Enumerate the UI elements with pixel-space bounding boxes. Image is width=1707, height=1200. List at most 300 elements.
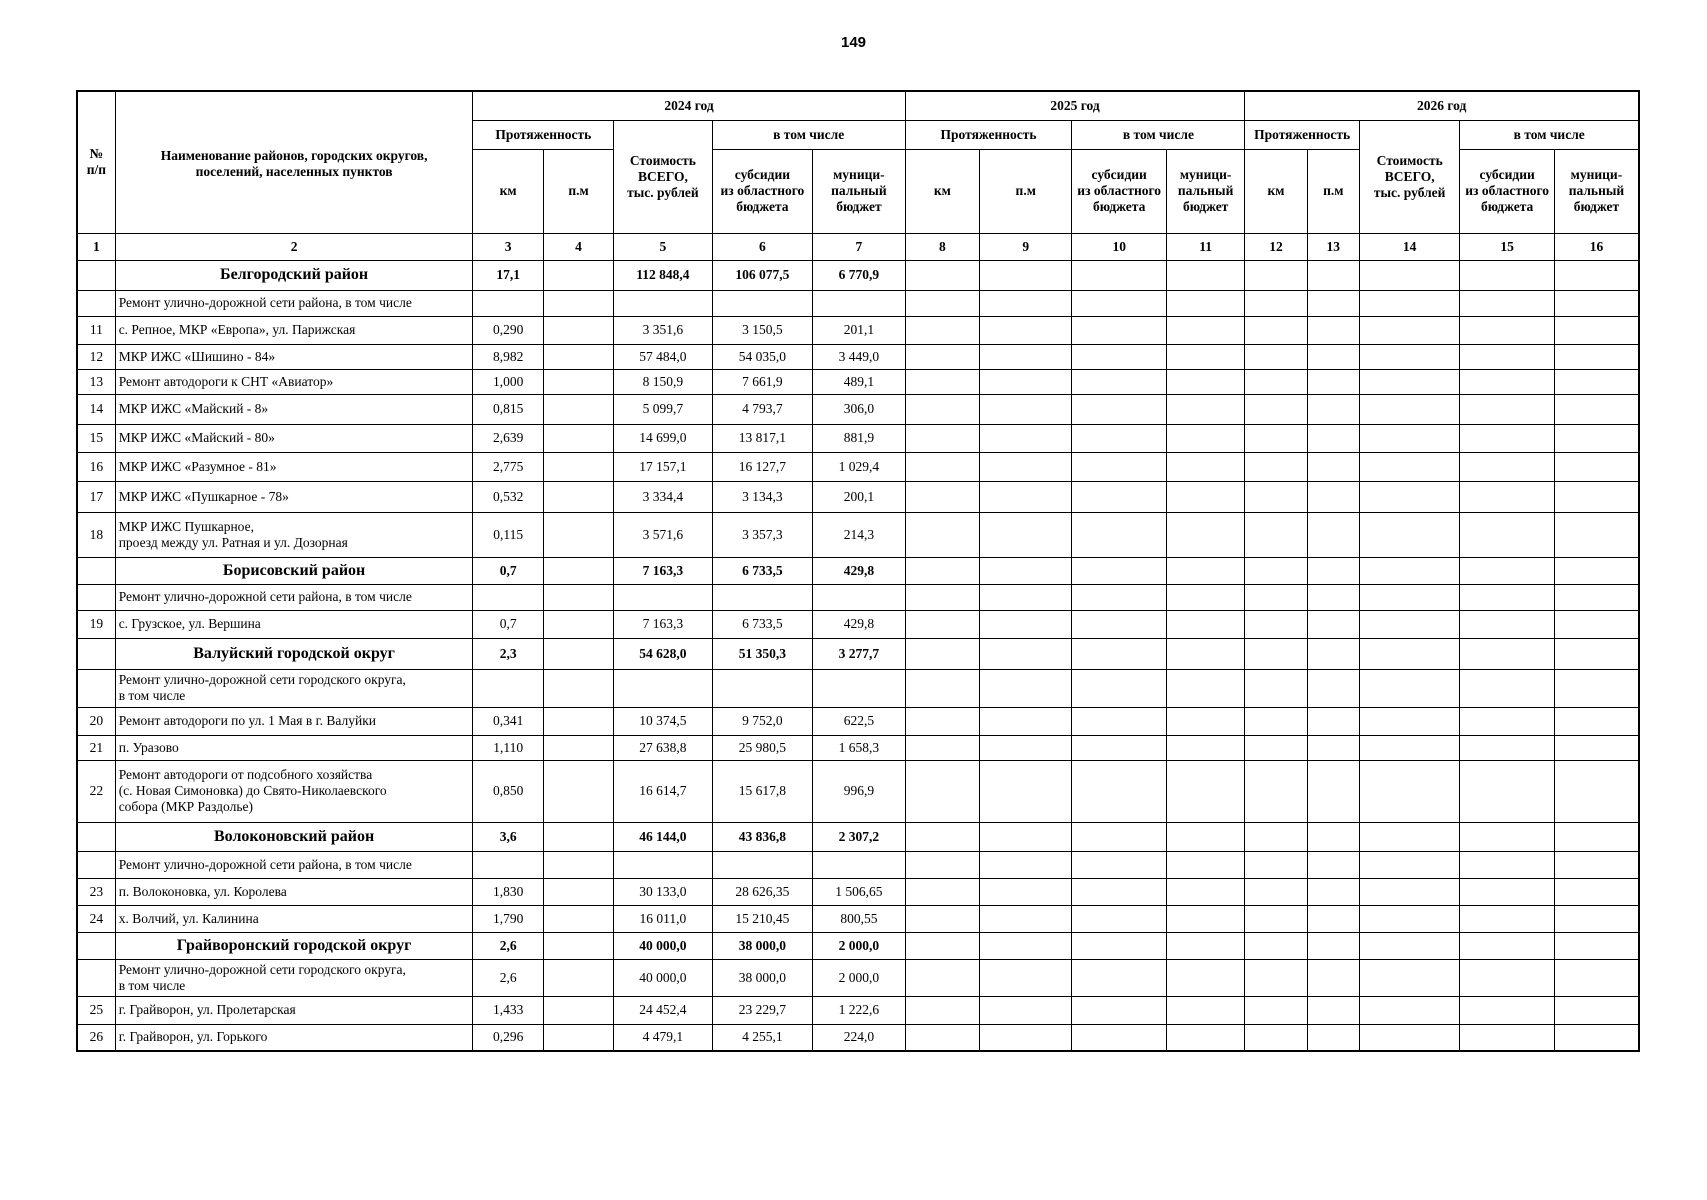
empty-cell bbox=[1307, 369, 1359, 394]
row-number bbox=[77, 290, 115, 316]
row-name: с. Грузское, ул. Вершина bbox=[115, 610, 473, 638]
table-row bbox=[77, 610, 1639, 638]
municipal-2024 bbox=[813, 290, 905, 316]
row-name: п. Волоконовка, ул. Королева bbox=[115, 878, 473, 905]
row-number bbox=[77, 557, 115, 584]
pm-2024 bbox=[543, 760, 613, 822]
row-number bbox=[77, 638, 115, 669]
empty-cell bbox=[1554, 638, 1639, 669]
km-2024: 0,290 bbox=[473, 316, 543, 344]
empty-cell bbox=[1460, 996, 1554, 1024]
empty-cell bbox=[1460, 512, 1554, 557]
row-number: 23 bbox=[77, 878, 115, 905]
empty-cell bbox=[905, 905, 979, 932]
row-name: Ремонт автодороги по ул. 1 Мая в г. Валуйки bbox=[115, 707, 473, 735]
empty-cell bbox=[1245, 959, 1307, 996]
row-name: МКР ИЖС «Майский - 8» bbox=[115, 394, 473, 424]
table-row bbox=[77, 481, 1639, 512]
column-number: 2 bbox=[115, 233, 473, 260]
empty-cell bbox=[1245, 760, 1307, 822]
empty-cell bbox=[1072, 638, 1166, 669]
km-2024 bbox=[473, 851, 543, 878]
km-2024: 0,341 bbox=[473, 707, 543, 735]
column-number: 11 bbox=[1166, 233, 1244, 260]
empty-cell bbox=[980, 369, 1072, 394]
empty-cell bbox=[905, 481, 979, 512]
empty-cell bbox=[1245, 905, 1307, 932]
empty-cell bbox=[1245, 424, 1307, 452]
column-number: 10 bbox=[1072, 233, 1166, 260]
empty-cell bbox=[1554, 996, 1639, 1024]
empty-cell bbox=[1072, 369, 1166, 394]
empty-cell bbox=[1460, 369, 1554, 394]
km-2024: 0,7 bbox=[473, 557, 543, 584]
empty-cell bbox=[1460, 959, 1554, 996]
row-number: 25 bbox=[77, 996, 115, 1024]
empty-cell bbox=[1460, 557, 1554, 584]
empty-cell bbox=[980, 851, 1072, 878]
empty-cell bbox=[1554, 851, 1639, 878]
empty-cell bbox=[1460, 638, 1554, 669]
empty-cell bbox=[1307, 584, 1359, 610]
empty-cell bbox=[1072, 584, 1166, 610]
row-number: 19 bbox=[77, 610, 115, 638]
empty-cell bbox=[1166, 260, 1244, 290]
cost-2024: 16 614,7 bbox=[614, 760, 712, 822]
empty-cell bbox=[980, 394, 1072, 424]
empty-cell bbox=[905, 316, 979, 344]
empty-cell bbox=[1359, 369, 1460, 394]
subsidy-2024: 3 150,5 bbox=[712, 316, 813, 344]
cost-2024: 57 484,0 bbox=[614, 344, 712, 369]
empty-cell bbox=[980, 344, 1072, 369]
empty-cell bbox=[1307, 932, 1359, 959]
empty-cell bbox=[1307, 996, 1359, 1024]
km-2024: 1,433 bbox=[473, 996, 543, 1024]
row-name: Ремонт улично-дорожной сети района, в том числе bbox=[115, 290, 473, 316]
empty-cell bbox=[1554, 905, 1639, 932]
km-2024: 8,982 bbox=[473, 344, 543, 369]
subsidy-2024: 25 980,5 bbox=[712, 735, 813, 760]
empty-cell bbox=[1359, 760, 1460, 822]
empty-cell bbox=[1245, 584, 1307, 610]
pm-2024 bbox=[543, 707, 613, 735]
empty-cell bbox=[905, 260, 979, 290]
pm-2025-header: п.м bbox=[980, 149, 1072, 233]
municipal-2024: 3 277,7 bbox=[813, 638, 905, 669]
cost-2024: 8 150,9 bbox=[614, 369, 712, 394]
empty-cell bbox=[980, 878, 1072, 905]
municipal-2026-header: муници- пальный бюджет bbox=[1554, 149, 1639, 233]
column-number: 8 bbox=[905, 233, 979, 260]
col-no-header: № п/п bbox=[77, 91, 115, 233]
empty-cell bbox=[1072, 996, 1166, 1024]
subsidy-2024 bbox=[712, 290, 813, 316]
column-number: 7 bbox=[813, 233, 905, 260]
pm-2024 bbox=[543, 996, 613, 1024]
empty-cell bbox=[1554, 481, 1639, 512]
municipal-2024: 2 000,0 bbox=[813, 959, 905, 996]
km-2024: 1,110 bbox=[473, 735, 543, 760]
page-number: 149 bbox=[840, 34, 867, 51]
table-row bbox=[77, 878, 1639, 905]
pm-2024 bbox=[543, 822, 613, 851]
subsidy-2024: 54 035,0 bbox=[712, 344, 813, 369]
empty-cell bbox=[1245, 669, 1307, 707]
year-2025-header: 2025 год bbox=[905, 91, 1245, 120]
row-number: 15 bbox=[77, 424, 115, 452]
empty-cell bbox=[1554, 424, 1639, 452]
subsidy-2024: 6 733,5 bbox=[712, 610, 813, 638]
row-name: МКР ИЖС «Майский - 80» bbox=[115, 424, 473, 452]
km-2024: 0,296 bbox=[473, 1024, 543, 1051]
empty-cell bbox=[1072, 735, 1166, 760]
empty-cell bbox=[1166, 638, 1244, 669]
empty-cell bbox=[1460, 452, 1554, 481]
subsidy-2024: 15 210,45 bbox=[712, 905, 813, 932]
pm-2024 bbox=[543, 878, 613, 905]
empty-cell bbox=[1554, 369, 1639, 394]
empty-cell bbox=[1166, 584, 1244, 610]
municipal-2024: 201,1 bbox=[813, 316, 905, 344]
empty-cell bbox=[1554, 822, 1639, 851]
length-2025-header: Протяженность bbox=[905, 120, 1072, 149]
empty-cell bbox=[1359, 316, 1460, 344]
empty-cell bbox=[905, 707, 979, 735]
empty-cell bbox=[1554, 932, 1639, 959]
row-name: Ремонт улично-дорожной сети городского округа, в том числе bbox=[115, 959, 473, 996]
empty-cell bbox=[905, 735, 979, 760]
municipal-2024: 881,9 bbox=[813, 424, 905, 452]
empty-cell bbox=[1072, 669, 1166, 707]
cost-2024: 27 638,8 bbox=[614, 735, 712, 760]
empty-cell bbox=[1245, 638, 1307, 669]
empty-cell bbox=[1554, 669, 1639, 707]
empty-cell bbox=[905, 1024, 979, 1051]
km-2024: 1,000 bbox=[473, 369, 543, 394]
empty-cell bbox=[1072, 452, 1166, 481]
empty-cell bbox=[1307, 557, 1359, 584]
pm-2024 bbox=[543, 669, 613, 707]
empty-cell bbox=[1245, 316, 1307, 344]
column-number: 13 bbox=[1307, 233, 1359, 260]
row-name: Ремонт автодороги к СНТ «Авиатор» bbox=[115, 369, 473, 394]
row-name: с. Репное, МКР «Европа», ул. Парижская bbox=[115, 316, 473, 344]
pm-2024 bbox=[543, 452, 613, 481]
empty-cell bbox=[1307, 512, 1359, 557]
empty-cell bbox=[980, 638, 1072, 669]
cost-2024: 40 000,0 bbox=[614, 959, 712, 996]
empty-cell bbox=[980, 452, 1072, 481]
empty-cell bbox=[905, 669, 979, 707]
column-number: 16 bbox=[1554, 233, 1639, 260]
empty-cell bbox=[980, 512, 1072, 557]
row-name: МКР ИЖС «Шишино - 84» bbox=[115, 344, 473, 369]
empty-cell bbox=[905, 584, 979, 610]
empty-cell bbox=[1166, 905, 1244, 932]
empty-cell bbox=[980, 610, 1072, 638]
cost-2024: 3 334,4 bbox=[614, 481, 712, 512]
cost-2024: 46 144,0 bbox=[614, 822, 712, 851]
empty-cell bbox=[1166, 932, 1244, 959]
empty-cell bbox=[1072, 905, 1166, 932]
row-number: 11 bbox=[77, 316, 115, 344]
municipal-2024: 489,1 bbox=[813, 369, 905, 394]
empty-cell bbox=[1359, 822, 1460, 851]
empty-cell bbox=[980, 316, 1072, 344]
pm-2024 bbox=[543, 735, 613, 760]
row-number: 14 bbox=[77, 394, 115, 424]
table-row bbox=[77, 1024, 1639, 1051]
cost-2024: 30 133,0 bbox=[614, 878, 712, 905]
pm-2024 bbox=[543, 932, 613, 959]
empty-cell bbox=[1554, 735, 1639, 760]
empty-cell bbox=[1245, 344, 1307, 369]
subsidy-2024: 4 793,7 bbox=[712, 394, 813, 424]
table-row bbox=[77, 369, 1639, 394]
empty-cell bbox=[1554, 344, 1639, 369]
empty-cell bbox=[1307, 822, 1359, 851]
row-name: х. Волчий, ул. Калинина bbox=[115, 905, 473, 932]
empty-cell bbox=[1307, 735, 1359, 760]
empty-cell bbox=[1072, 557, 1166, 584]
row-number: 26 bbox=[77, 1024, 115, 1051]
cost-2024 bbox=[614, 851, 712, 878]
district-row bbox=[77, 557, 1639, 584]
empty-cell bbox=[1072, 878, 1166, 905]
municipal-2024: 200,1 bbox=[813, 481, 905, 512]
empty-cell bbox=[1359, 996, 1460, 1024]
empty-cell bbox=[1166, 557, 1244, 584]
pm-2024 bbox=[543, 959, 613, 996]
empty-cell bbox=[1359, 851, 1460, 878]
cost-2024 bbox=[614, 584, 712, 610]
empty-cell bbox=[1072, 851, 1166, 878]
cost-2024: 10 374,5 bbox=[614, 707, 712, 735]
empty-cell bbox=[1554, 878, 1639, 905]
pm-2024 bbox=[543, 424, 613, 452]
km-2024: 1,790 bbox=[473, 905, 543, 932]
empty-cell bbox=[1359, 512, 1460, 557]
cost-2026-header: Стоимость ВСЕГО, тыс. рублей bbox=[1359, 120, 1460, 233]
empty-cell bbox=[1359, 707, 1460, 735]
empty-cell bbox=[1072, 481, 1166, 512]
pm-2024 bbox=[543, 851, 613, 878]
empty-cell bbox=[1072, 316, 1166, 344]
empty-cell bbox=[1166, 669, 1244, 707]
empty-cell bbox=[1460, 707, 1554, 735]
column-number: 1 bbox=[77, 233, 115, 260]
municipal-2024: 306,0 bbox=[813, 394, 905, 424]
km-2024 bbox=[473, 669, 543, 707]
empty-cell bbox=[1072, 760, 1166, 822]
table-row bbox=[77, 760, 1639, 822]
empty-cell bbox=[1359, 1024, 1460, 1051]
subsidy-2024 bbox=[712, 584, 813, 610]
empty-cell bbox=[1359, 669, 1460, 707]
empty-cell bbox=[1245, 481, 1307, 512]
empty-cell bbox=[1166, 959, 1244, 996]
empty-cell bbox=[1245, 260, 1307, 290]
empty-cell bbox=[1359, 932, 1460, 959]
subsidy-2024: 7 661,9 bbox=[712, 369, 813, 394]
empty-cell bbox=[1554, 707, 1639, 735]
empty-cell bbox=[1307, 610, 1359, 638]
empty-cell bbox=[1166, 290, 1244, 316]
km-2025-header: км bbox=[905, 149, 979, 233]
empty-cell bbox=[1245, 822, 1307, 851]
row-number: 13 bbox=[77, 369, 115, 394]
table-body bbox=[77, 260, 1639, 1051]
row-name: Борисовский район bbox=[115, 557, 473, 584]
empty-cell bbox=[1307, 851, 1359, 878]
row-number: 12 bbox=[77, 344, 115, 369]
row-number: 24 bbox=[77, 905, 115, 932]
empty-cell bbox=[1166, 394, 1244, 424]
column-number: 3 bbox=[473, 233, 543, 260]
row-number: 18 bbox=[77, 512, 115, 557]
municipal-2024 bbox=[813, 584, 905, 610]
empty-cell bbox=[1460, 316, 1554, 344]
empty-cell bbox=[1307, 344, 1359, 369]
municipal-2025-header: муници- пальный бюджет bbox=[1166, 149, 1244, 233]
empty-cell bbox=[980, 760, 1072, 822]
empty-cell bbox=[1359, 344, 1460, 369]
row-name: г. Грайворон, ул. Горького bbox=[115, 1024, 473, 1051]
column-number: 4 bbox=[543, 233, 613, 260]
empty-cell bbox=[1166, 878, 1244, 905]
row-number bbox=[77, 260, 115, 290]
km-2024: 2,3 bbox=[473, 638, 543, 669]
column-number: 9 bbox=[980, 233, 1072, 260]
cost-2024: 16 011,0 bbox=[614, 905, 712, 932]
empty-cell bbox=[1554, 557, 1639, 584]
empty-cell bbox=[1359, 610, 1460, 638]
km-2024: 0,815 bbox=[473, 394, 543, 424]
empty-cell bbox=[980, 260, 1072, 290]
column-number: 12 bbox=[1245, 233, 1307, 260]
empty-cell bbox=[980, 735, 1072, 760]
row-name: Ремонт автодороги от подсобного хозяйства (с. Новая Симоновка) до Свято-Николаевского собора (МКР Раздолье) bbox=[115, 760, 473, 822]
subsidy-2026-header: субсидии из областного бюджета bbox=[1460, 149, 1554, 233]
row-name: Ремонт улично-дорожной сети городского округа, в том числе bbox=[115, 669, 473, 707]
municipal-2024: 1 029,4 bbox=[813, 452, 905, 481]
pm-2024 bbox=[543, 557, 613, 584]
row-name: Белгородский район bbox=[115, 260, 473, 290]
empty-cell bbox=[1307, 481, 1359, 512]
cost-2024: 3 351,6 bbox=[614, 316, 712, 344]
empty-cell bbox=[1554, 959, 1639, 996]
empty-cell bbox=[1166, 996, 1244, 1024]
empty-cell bbox=[1072, 1024, 1166, 1051]
km-2024: 2,639 bbox=[473, 424, 543, 452]
subtotal-row bbox=[77, 290, 1639, 316]
subsidy-2024: 13 817,1 bbox=[712, 424, 813, 452]
empty-cell bbox=[905, 424, 979, 452]
km-2024: 0,850 bbox=[473, 760, 543, 822]
cost-2024 bbox=[614, 290, 712, 316]
empty-cell bbox=[1166, 316, 1244, 344]
empty-cell bbox=[1359, 481, 1460, 512]
empty-cell bbox=[980, 669, 1072, 707]
row-number: 16 bbox=[77, 452, 115, 481]
row-number bbox=[77, 822, 115, 851]
municipal-2024: 224,0 bbox=[813, 1024, 905, 1051]
empty-cell bbox=[1554, 1024, 1639, 1051]
table-row bbox=[77, 452, 1639, 481]
table-row bbox=[77, 996, 1639, 1024]
empty-cell bbox=[1245, 996, 1307, 1024]
empty-cell bbox=[1460, 735, 1554, 760]
subsidy-2024: 51 350,3 bbox=[712, 638, 813, 669]
empty-cell bbox=[905, 512, 979, 557]
empty-cell bbox=[1359, 905, 1460, 932]
empty-cell bbox=[1460, 669, 1554, 707]
empty-cell bbox=[1245, 932, 1307, 959]
column-number: 5 bbox=[614, 233, 712, 260]
pm-2024 bbox=[543, 290, 613, 316]
km-2024: 2,775 bbox=[473, 452, 543, 481]
empty-cell bbox=[905, 610, 979, 638]
empty-cell bbox=[1359, 290, 1460, 316]
empty-cell bbox=[980, 557, 1072, 584]
empty-cell bbox=[980, 481, 1072, 512]
empty-cell bbox=[1166, 760, 1244, 822]
empty-cell bbox=[1307, 959, 1359, 996]
empty-cell bbox=[1554, 316, 1639, 344]
subsidy-2024 bbox=[712, 851, 813, 878]
empty-cell bbox=[1307, 260, 1359, 290]
pm-2024-header: п.м bbox=[543, 149, 613, 233]
empty-cell bbox=[1307, 452, 1359, 481]
empty-cell bbox=[1072, 344, 1166, 369]
row-name: Ремонт улично-дорожной сети района, в том числе bbox=[115, 584, 473, 610]
pm-2024 bbox=[543, 481, 613, 512]
pm-2024 bbox=[543, 394, 613, 424]
empty-cell bbox=[1307, 707, 1359, 735]
empty-cell bbox=[1554, 610, 1639, 638]
empty-cell bbox=[905, 344, 979, 369]
empty-cell bbox=[980, 959, 1072, 996]
column-number: 15 bbox=[1460, 233, 1554, 260]
pm-2024 bbox=[543, 512, 613, 557]
empty-cell bbox=[905, 996, 979, 1024]
empty-cell bbox=[1245, 512, 1307, 557]
empty-cell bbox=[1307, 316, 1359, 344]
empty-cell bbox=[1554, 394, 1639, 424]
row-name: МКР ИЖС Пушкарное, проезд между ул. Ратная и ул. Дозорная bbox=[115, 512, 473, 557]
empty-cell bbox=[1072, 290, 1166, 316]
empty-cell bbox=[1245, 851, 1307, 878]
cost-2024 bbox=[614, 669, 712, 707]
empty-cell bbox=[905, 932, 979, 959]
municipal-2024: 1 222,6 bbox=[813, 996, 905, 1024]
km-2024: 2,6 bbox=[473, 932, 543, 959]
pm-2024 bbox=[543, 584, 613, 610]
row-number bbox=[77, 959, 115, 996]
municipal-2024: 622,5 bbox=[813, 707, 905, 735]
empty-cell bbox=[1359, 584, 1460, 610]
year-2026-header: 2026 год bbox=[1245, 91, 1639, 120]
row-number bbox=[77, 851, 115, 878]
empty-cell bbox=[1460, 822, 1554, 851]
empty-cell bbox=[905, 290, 979, 316]
km-2024: 1,830 bbox=[473, 878, 543, 905]
pm-2024 bbox=[543, 638, 613, 669]
district-row bbox=[77, 260, 1639, 290]
empty-cell bbox=[905, 878, 979, 905]
empty-cell bbox=[1460, 481, 1554, 512]
